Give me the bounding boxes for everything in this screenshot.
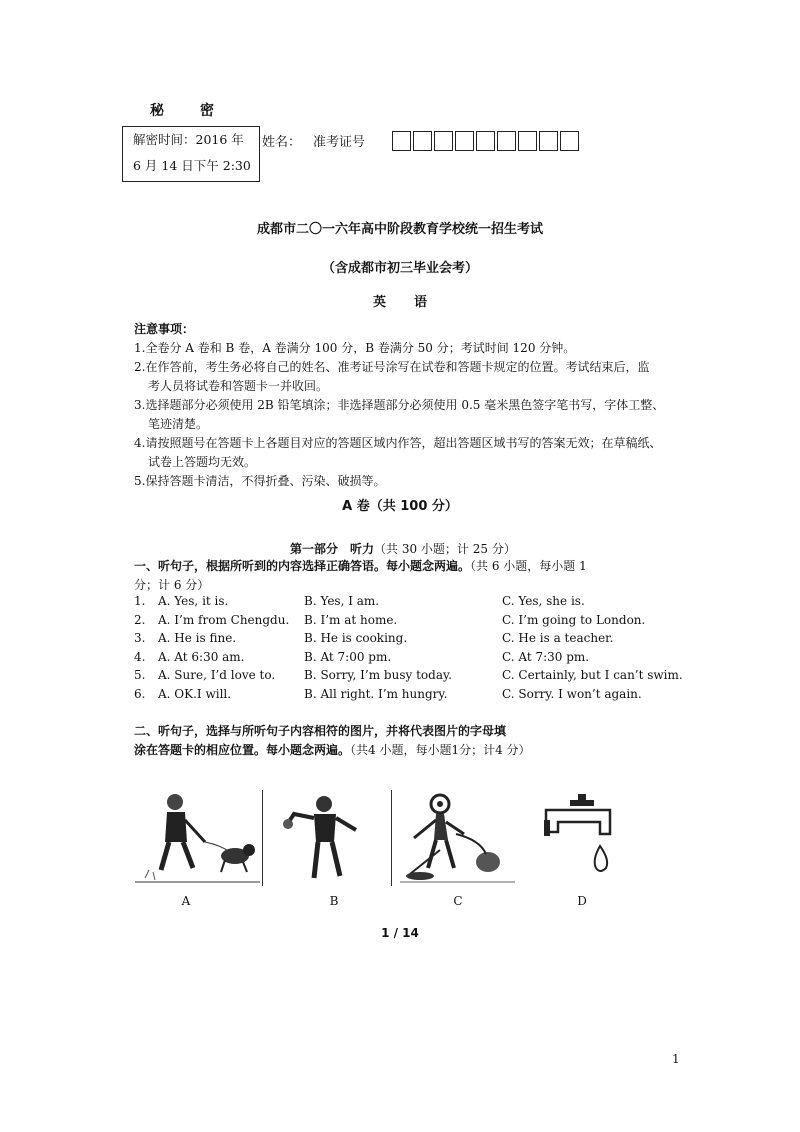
picture-c-robot-vacuum [400,790,515,886]
exam-title: 成都市二〇一六年高中阶段教育学校统一招生考试 [256,222,543,237]
note-item: 1.全卷分 A 卷和 B 卷，A 卷满分 100 分，B 卷满分 50 分；考试时间 120 分钟。 [134,341,576,355]
page-indicator: 1 / 14 [381,926,419,940]
option-a: A. At 6:30 am. [158,649,245,664]
option-c: C. At 7:30 pm. [502,649,590,664]
picture-d-dripping-tap [540,790,625,886]
option-c: C. Certainly, but I can’t swim. [502,668,683,682]
question-number: 6. [134,686,146,701]
option-c: C. He is a teacher. [502,631,614,645]
unseal-line-2: 6 月 14 日下午 2:30 [133,158,251,173]
question-row [134,613,694,632]
corner-page-number: 1 [672,1052,680,1066]
option-c: C. Sorry. I won’t again. [502,686,642,701]
note-item: 考人员将试卷和答题卡一并收回。 [148,379,329,393]
subject-title: 英语 [372,295,455,310]
unseal-line-1: 解密时间：2016 年 [133,132,244,147]
picture-label-c: C [453,894,463,908]
name-id-bar [262,131,377,150]
option-b: B. Yes, I am. [304,594,380,608]
id-digit-box[interactable] [476,131,495,151]
section2-line1: 二、听句子，选择与所听句子内容相符的图片，并将代表图片的字母填 [134,724,507,738]
name-label: 姓名： [262,135,302,150]
note-item: 5.保持答题卡清洁，不得折叠、污染、破损等。 [134,474,386,488]
picture-label-b: B [329,894,339,908]
question-row [134,650,694,669]
volume-a-title: A 卷（共 100 分） [342,499,458,514]
note-item: 3.选择题部分必须使用 2B 铅笔填涂；非选择题部分必须使用 0.5 毫米黑色签字笔书写，字体工整、 [134,398,665,412]
picture-b-ball-player [264,790,390,886]
exam-id-boxes [392,131,581,151]
section2-instructions [134,722,674,760]
note-item: 试卷上答题均无效。 [148,455,257,469]
section2-rest: （共4 小题，每小题1分；计4 分） [350,743,531,757]
note-item: 2.在作答前，考生务必将自己的姓名、准考证号涂写在试卷和答题卡规定的位置。考试结束后，监 [134,360,650,374]
option-a: A. Sure, I’d love to. [158,668,276,682]
option-b: B. Sorry, I’m busy today. [304,668,452,682]
option-a: A. He is fine. [158,631,237,645]
question-number: 3. [134,631,146,645]
question-row [134,594,694,613]
notes-section [134,320,674,491]
question-row [134,631,694,650]
option-a: A. I’m from Chengdu. [158,612,290,627]
id-label: 准考证号 [313,135,366,150]
question-number: 1. [134,594,146,608]
option-b: B. All right. I’m hungry. [304,686,448,701]
section2-bold: 涂在答题卡的相应位置。每小题念两遍。 [134,743,351,757]
part1-heading [290,540,516,557]
part1-title: 第一部分 听力 [290,542,375,556]
unseal-time-box [122,126,260,182]
option-a: A. Yes, it is. [158,594,229,608]
section1-rest: （共 6 小题，每小题 1 [470,559,587,573]
picture-label-d: D [577,894,587,908]
picture-label-a: A [181,894,191,908]
id-digit-box[interactable] [518,131,537,151]
id-digit-box[interactable] [413,131,432,151]
id-digit-box[interactable] [497,131,516,151]
section1-instructions [134,557,674,595]
secret-char-2: 密 [200,103,216,119]
question-number: 2. [134,612,146,627]
exam-subtitle: （含成都市初三毕业会考） [321,261,478,276]
option-b: B. At 7:00 pm. [304,649,392,664]
id-digit-box[interactable] [392,131,411,151]
id-digit-box[interactable] [560,131,579,151]
question-row [134,668,694,687]
id-digit-box[interactable] [539,131,558,151]
id-digit-box[interactable] [455,131,474,151]
option-c: C. Yes, she is. [502,594,585,608]
note-item: 笔迹清楚。 [148,417,209,431]
note-item: 4.请按照题号在答题卡上各题目对应的答题区域内作答，超出答题区域书写的答案无效；在草稿纸、 [134,436,662,450]
notes-heading: 注意事项： [134,322,195,336]
part1-note: （共 30 小题；计 25 分） [374,542,516,556]
picture-a-walking-dog [135,790,260,886]
section1-bold: 一、听句子，根据所听到的内容选择正确答语。每小题念两遍。 [134,559,471,573]
question-number: 4. [134,649,146,664]
option-b: B. He is cooking. [304,631,408,645]
picture-divider [262,790,263,886]
secret-char-1: 秘 [150,103,166,119]
question-number: 5. [134,668,146,682]
option-b: B. I’m at home. [304,612,398,627]
option-a: A. OK.I will. [158,686,232,701]
secret-mark [150,100,216,120]
question-row [134,687,694,706]
question-list [134,594,694,705]
picture-divider [391,790,392,886]
id-digit-box[interactable] [434,131,453,151]
section1-line2: 分；计 6 分） [134,578,210,592]
option-c: C. I’m going to London. [502,612,646,627]
